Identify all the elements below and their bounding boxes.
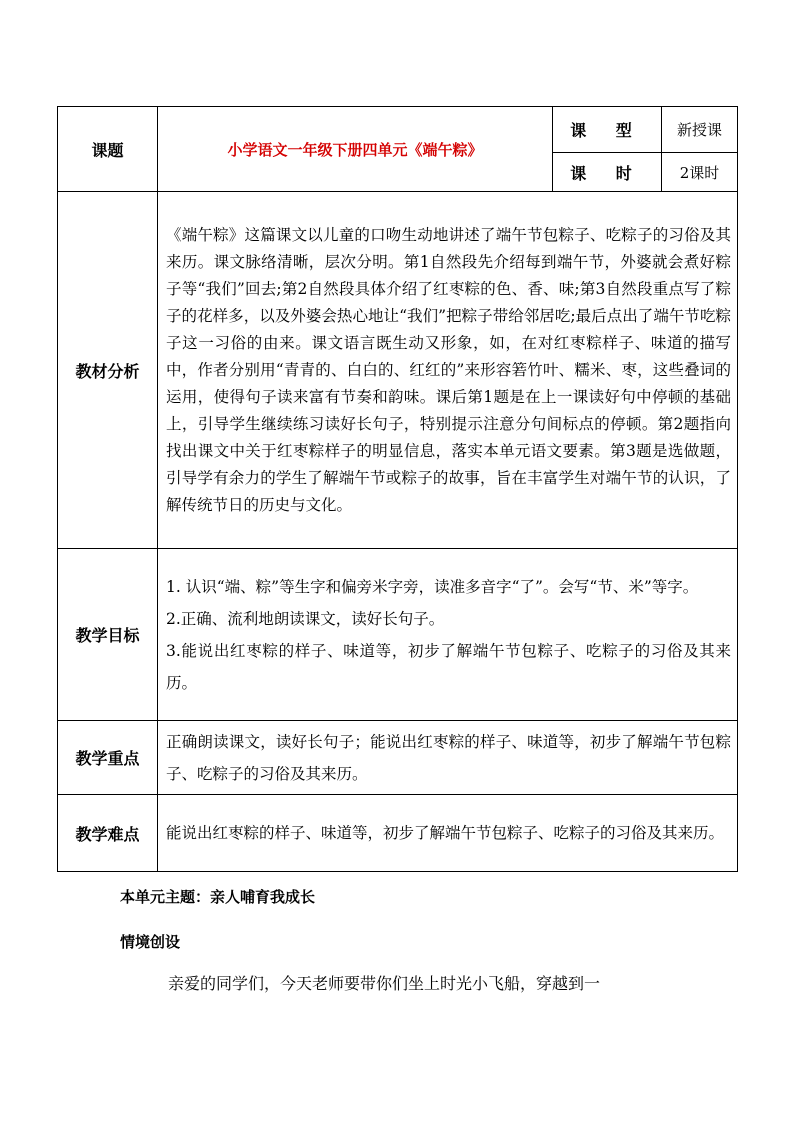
lesson-title: 小学语文一年级下册四单元《端午粽》 <box>158 107 553 192</box>
section-heading: 情境创设 <box>120 933 181 951</box>
goal-item: 2.正确、流利地朗读课文，读好长句子。 <box>166 609 445 628</box>
key-points-text <box>158 721 738 795</box>
difficulty-paragraph: 能说出红枣粽的样子、味道等，初步了解端午节包粽子、吃粽子的习俗及其来历。 <box>166 824 725 842</box>
lesson-type-label: 课 型 <box>553 107 662 153</box>
goal-item: 3.能说出红枣粽的样子、味道等，初步了解端午节包粽子、吃粽子的习俗及其来历。 <box>166 641 731 692</box>
analysis-text <box>158 192 738 549</box>
analysis-label: 教材分析 <box>58 192 158 549</box>
lesson-period-value: 2课时 <box>662 153 738 192</box>
lesson-type-value: 新授课 <box>662 107 738 153</box>
unit-theme: 本单元主题：亲人哺育我成长 <box>120 888 316 906</box>
goals-label: 教学目标 <box>58 549 158 721</box>
difficulty-label: 教学难点 <box>58 795 158 872</box>
goals-list <box>158 549 738 721</box>
key-points-label: 教学重点 <box>58 721 158 795</box>
lesson-period-label: 课 时 <box>553 153 662 192</box>
goal-item: 1. 认识“端、粽”等生字和偏旁米字旁，读准多音字“了”。会写“节、米”等字。 <box>166 577 699 596</box>
lesson-plan-table <box>57 106 738 872</box>
analysis-paragraph: 《端午粽》这篇课文以儿童的口吻生动地讲述了端午节包粽子、吃粽子的习俗及其来历。课文脉络清晰，层次分明。第1自然段先介绍每到端午节，外婆就会煮好粽子等“我们”回去;第2自然段具体介绍了红枣粽的色、香、味;第3自然段重点写了粽子的花样多，以及外婆会热心地让“我们”把粽子带给邻居吃;最后点出了端午节吃粽子这一习俗的由来。课文语言既生动又形象，如，在对红枣粽样子、味道的描写中，作者分别用“青青的、白白的、红红的”来形容箬竹叶、糯米、枣，这些叠词的运用，使得句子读来富有节奏和韵味。课后第1题是在上一课读好句中停顿的基础上，引导学生继续练习读好长句子，特别提示注意分句间标点的停顿。第2题指向找出课文中关于红枣粽样子的明显信息，落实本单元语文要素。第3题是选做题，引导学有余力的学生了解端午节或粽子的故事，旨在丰富学生对端午节的认识，了解传统节日的历史与文化。 <box>166 225 731 514</box>
difficulty-text <box>158 795 738 872</box>
key-points-paragraph: 正确朗读课文，读好长句子；能说出红枣粽的样子、味道等，初步了解端午节包粽子、吃粽子的习俗及其来历。 <box>166 732 731 783</box>
intro-paragraph: 亲爱的同学们，今天老师要带你们坐上时光小飞船，穿越到一 <box>168 974 601 993</box>
topic-label: 课题 <box>58 107 158 192</box>
